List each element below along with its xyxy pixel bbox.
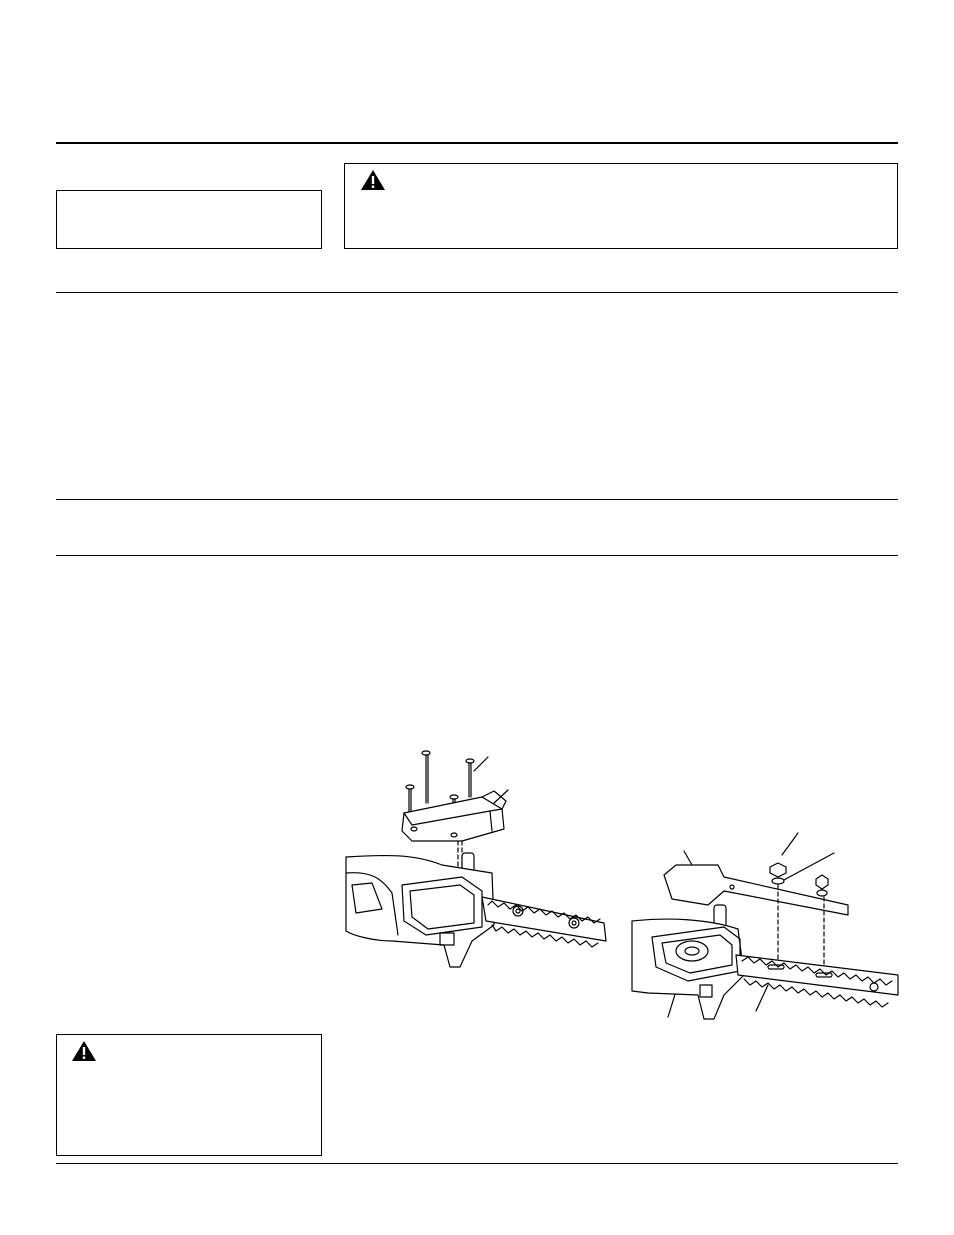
screw-2 (466, 759, 474, 797)
footer-rule (56, 1163, 898, 1164)
warning-box-top (344, 163, 898, 249)
note-box (56, 190, 322, 249)
blade-assembly-removal-illustration (628, 825, 900, 1025)
gear-cover-removal-illustration (342, 745, 612, 975)
section-rule-1 (56, 292, 898, 293)
section-rule-3 (56, 555, 898, 556)
warning-box-bottom (56, 1034, 322, 1156)
section-rule-2 (56, 499, 898, 500)
screw-1 (422, 751, 430, 803)
warning-triangle-icon (71, 1040, 97, 1062)
header-rule (56, 142, 898, 144)
warning-triangle-icon (360, 169, 386, 191)
nut-1 (770, 863, 786, 884)
nut-2 (816, 875, 828, 896)
